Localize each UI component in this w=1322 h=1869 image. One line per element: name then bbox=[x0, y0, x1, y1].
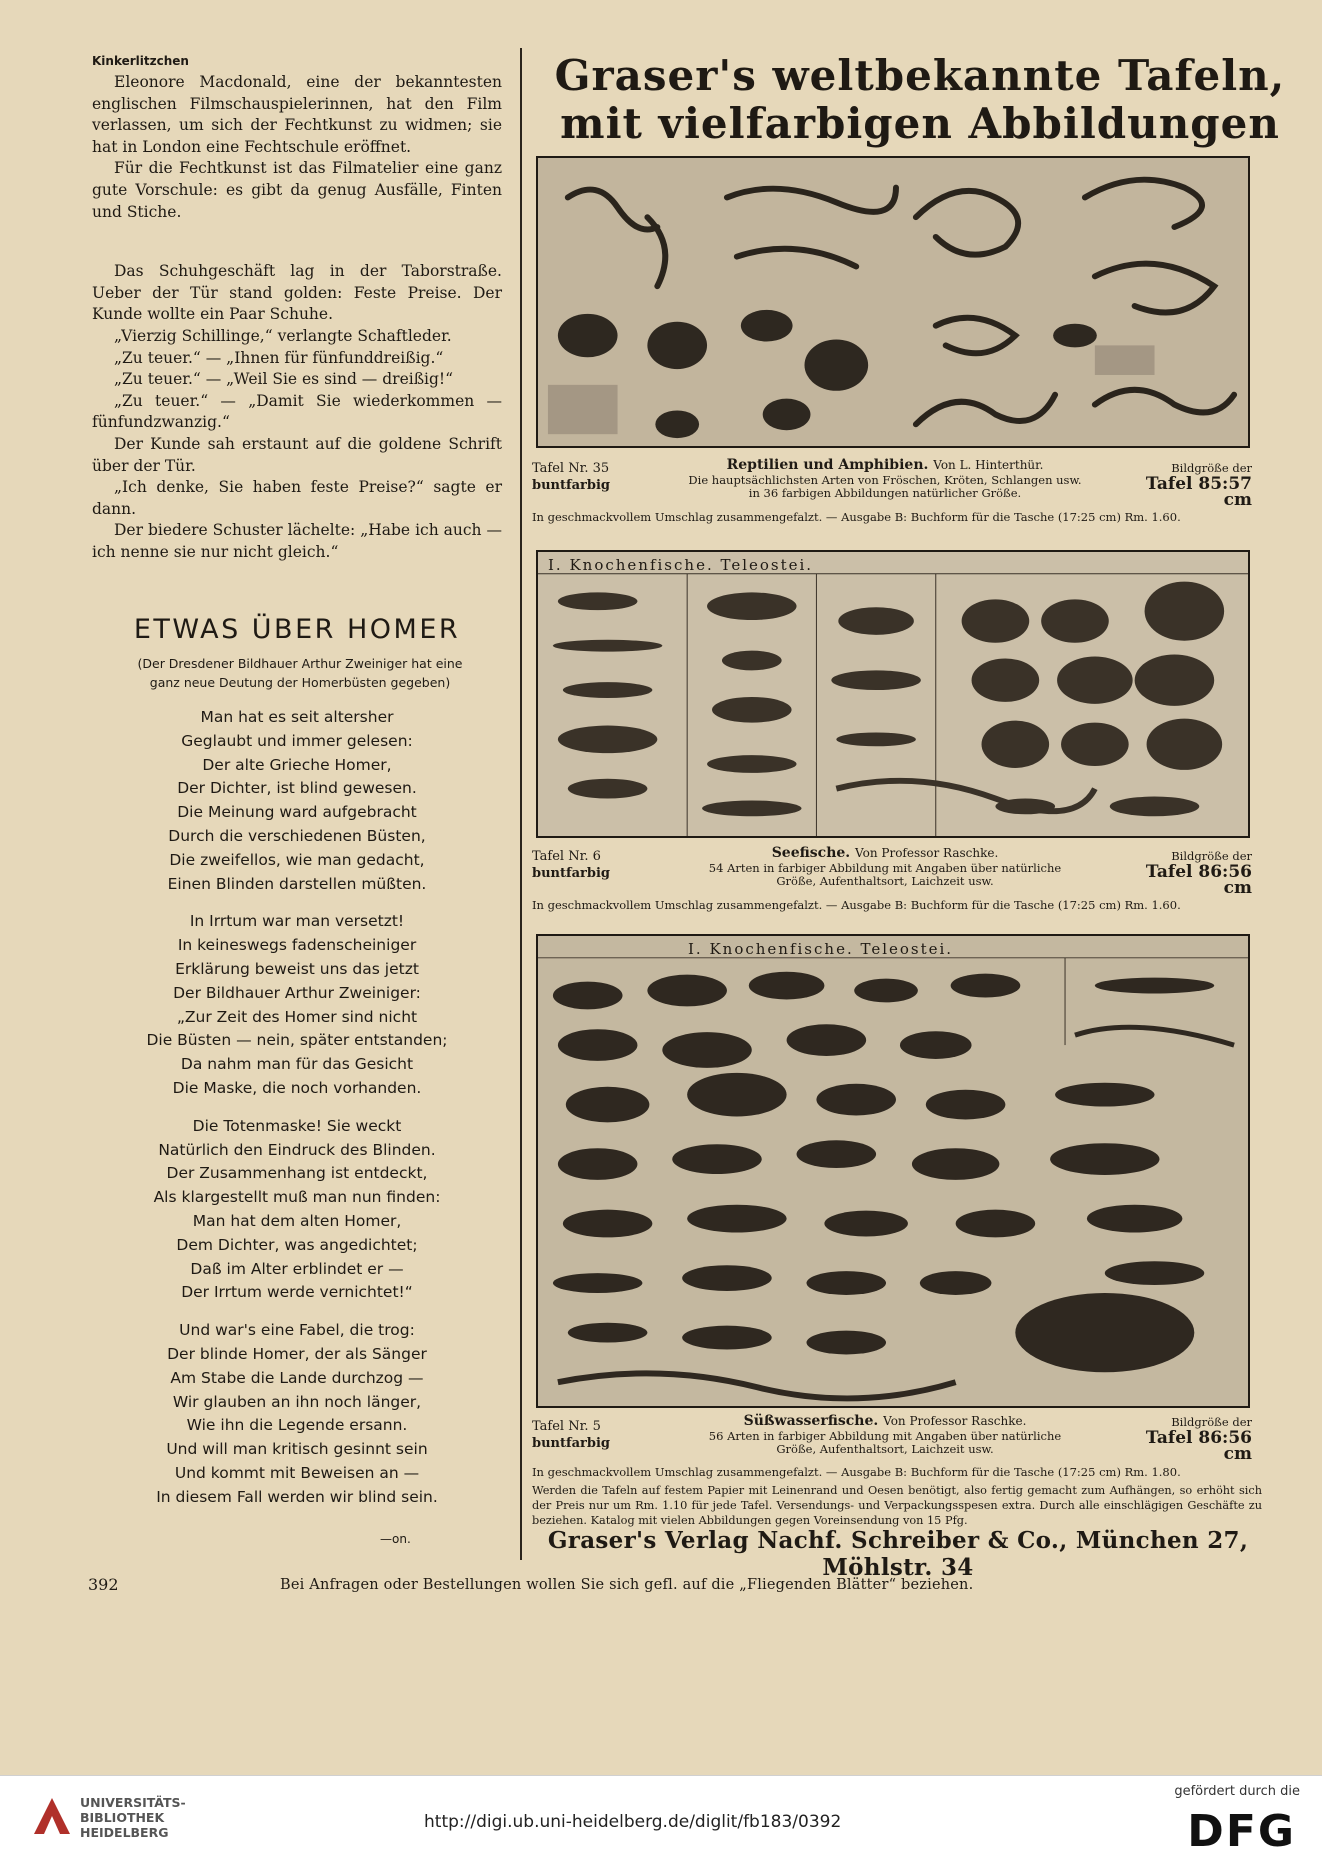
poem-line: Die Meinung ward aufgebracht bbox=[177, 803, 417, 822]
left-column bbox=[92, 54, 502, 563]
poem-line: Natürlich den Eindruck des Blinden. bbox=[158, 1140, 436, 1159]
poem-line: Die zweifellos, wie man gedacht, bbox=[169, 850, 425, 869]
plate-2-tafel-label bbox=[532, 848, 610, 882]
ad-title-line-2: mit vielfarbigen Abbildungen bbox=[560, 99, 1280, 148]
plate-3-kind: buntfarbig bbox=[532, 1436, 610, 1451]
reptiles-illustration bbox=[538, 158, 1248, 446]
plate-3-name: Süßwasserfische. bbox=[743, 1413, 879, 1429]
kinkerlitzchen-heading: Kinkerlitzchen bbox=[92, 54, 189, 68]
plate-2-name: Seefische. bbox=[771, 845, 851, 861]
plate-2-tafel: Tafel Nr. 6 bbox=[532, 849, 601, 864]
poem-line: Dem Dichter, was angedichtet; bbox=[176, 1235, 418, 1254]
plate-3-size bbox=[1120, 1414, 1252, 1462]
shoe-paragraph-3: „Zu teuer.“ — „Ihnen für fünfunddreißig.“ bbox=[114, 348, 444, 367]
plate-3-desc-1: 56 Arten in farbiger Abbildung mit Angaben über natürliche bbox=[708, 1429, 1062, 1443]
plate-2-size-label: Bildgröße der bbox=[1171, 849, 1252, 863]
poem-line: Geglaubt und immer gelesen: bbox=[181, 731, 413, 750]
poem-line: Durch die verschiedenen Büsten, bbox=[168, 826, 426, 845]
plate-1-size-label: Bildgröße der bbox=[1171, 461, 1252, 475]
plate-2-caption bbox=[650, 845, 1120, 888]
plate-3-author: Von Professor Raschke. bbox=[883, 1414, 1027, 1428]
plate-1-caption bbox=[650, 457, 1120, 500]
poem-line: Daß im Alter erblindet er — bbox=[190, 1259, 404, 1278]
plate-3-tafel-label bbox=[532, 1418, 610, 1452]
poem-line: Der Bildhauer Arthur Zweiniger: bbox=[173, 983, 421, 1002]
dfg-logo: DFG bbox=[1187, 1806, 1296, 1857]
poem-line: Als klargestellt muß man nun finden: bbox=[153, 1188, 441, 1207]
page-number: 392 bbox=[88, 1575, 119, 1594]
permalink-url[interactable]: http://digi.ub.uni-heidelberg.de/diglit/fb183/0392 bbox=[424, 1812, 842, 1832]
poem-line: Die Maske, die noch vorhanden. bbox=[172, 1078, 422, 1097]
homer-title: ETWAS ÜBER HOMER bbox=[133, 614, 461, 645]
poem-line: „Zur Zeit des Homer sind nicht bbox=[176, 1007, 418, 1026]
plate-2-footer: In geschmackvollem Umschlag zusammengefalzt. — Ausgabe B: Buchform für die Tasche (17:25 cm) Rm. 1.60. bbox=[532, 898, 1181, 912]
homer-poem bbox=[92, 706, 502, 1524]
plate-1-desc-2: in 36 farbigen Abbildungen natürlicher Größe. bbox=[748, 486, 1022, 500]
ad-title-line-1: Graser's weltbekannte Tafeln, bbox=[554, 51, 1286, 100]
shoe-paragraph-5: „Zu teuer.“ — „Damit Sie wiederkommen — fünfundzwanzig.“ bbox=[92, 391, 502, 432]
kinkerlitzchen-paragraph-2: Für die Fechtkunst ist das Filmatelier eine ganz gute Vorschule: es gibt da genug Ausfälle, Finten und Stiche. bbox=[92, 159, 502, 221]
column-divider bbox=[520, 48, 522, 1560]
plate-3-heading: I. Knochenfische. Teleostei. bbox=[688, 940, 954, 958]
poem-stanza bbox=[92, 1319, 502, 1509]
freshwater-illustration bbox=[538, 936, 1248, 1406]
poem-line: In diesem Fall werden wir blind sein. bbox=[156, 1487, 438, 1506]
poem-line: Wir glauben an ihn noch länger, bbox=[172, 1392, 422, 1411]
inquiry-line: Bei Anfragen oder Bestellungen wollen Sie sich gefl. auf die „Fliegenden Blätter“ beziehen. bbox=[280, 1577, 974, 1593]
poem-line: Und kommt mit Beweisen an — bbox=[174, 1463, 420, 1482]
library-name-line-1: UNIVERSITÄTS- bbox=[80, 1795, 186, 1810]
plate-3-caption bbox=[650, 1413, 1120, 1456]
plate-1-tafel-label bbox=[532, 460, 610, 494]
poem-line: Die Totenmaske! Sie weckt bbox=[192, 1116, 402, 1135]
poem-line: Wie ihn die Legende ersann. bbox=[186, 1416, 408, 1435]
plate-1-kind: buntfarbig bbox=[532, 478, 610, 493]
seafish-illustration bbox=[538, 552, 1248, 836]
shoe-paragraph-7: „Ich denke, Sie haben feste Preise?“ sagte er dann. bbox=[92, 478, 502, 518]
poem-line: Am Stabe die Lande durchzog — bbox=[170, 1368, 424, 1387]
plate-reptiles-image bbox=[536, 156, 1250, 448]
plate-3-size-label: Bildgröße der bbox=[1171, 1415, 1252, 1429]
poem-stanza bbox=[92, 910, 502, 1100]
plate-1-tafel: Tafel Nr. 35 bbox=[532, 461, 610, 476]
plate-2-size-value: Tafel 86:56 cm bbox=[1145, 862, 1252, 898]
library-name bbox=[80, 1795, 186, 1840]
poem-line: Der Irrtum werde vernichtet!“ bbox=[181, 1283, 413, 1302]
plate-seafish-image bbox=[536, 550, 1250, 838]
viewer-footer bbox=[0, 1775, 1322, 1869]
ad-title bbox=[540, 52, 1300, 148]
poem-author: —on. bbox=[380, 1532, 411, 1546]
plate-1-size-value: Tafel 85:57 cm bbox=[1145, 474, 1252, 510]
homer-subtitle bbox=[100, 654, 500, 692]
plate-2-kind: buntfarbig bbox=[532, 866, 610, 881]
plate-2-desc-1: 54 Arten in farbiger Abbildung mit Angaben über natürliche bbox=[708, 861, 1062, 875]
plate-3-desc-2: Größe, Aufenthaltsort, Laichzeit usw. bbox=[776, 1442, 994, 1456]
shoe-paragraph-2: „Vierzig Schillinge,“ verlangte Schaftleder. bbox=[114, 326, 452, 345]
university-library-logo-icon bbox=[30, 1794, 74, 1838]
homer-subtitle-line-1: (Der Dresdener Bildhauer Arthur Zweiniger hat eine bbox=[137, 656, 463, 671]
plate-1-footer: In geschmackvollem Umschlag zusammengefalzt. — Ausgabe B: Buchform für die Tasche (17:25 cm) Rm. 1.60. bbox=[532, 510, 1181, 524]
poem-line: Man hat es seit altersher bbox=[200, 708, 394, 726]
plate-1-name: Reptilien und Amphibien. bbox=[726, 457, 929, 473]
plate-1-author: Von L. Hinterthür. bbox=[933, 458, 1044, 472]
poem-stanza bbox=[92, 1115, 502, 1305]
shoe-paragraph-6: Der Kunde sah erstaunt auf die goldene Schrift über der Tür. bbox=[92, 434, 502, 475]
poem-line: Der blinde Homer, der als Sänger bbox=[167, 1344, 427, 1363]
poem-line: In Irrtum war man versetzt! bbox=[189, 912, 405, 931]
plate-2-size bbox=[1120, 848, 1252, 896]
library-name-line-3: HEIDELBERG bbox=[80, 1825, 169, 1840]
poem-stanza bbox=[92, 706, 502, 896]
plate-3-footer: In geschmackvollem Umschlag zusammengefalzt. — Ausgabe B: Buchform für die Tasche (17:25 cm) Rm. 1.80. bbox=[532, 1465, 1181, 1479]
shoe-paragraph-8: Der biedere Schuster lächelte: „Habe ich auch — ich nenne sie nur nicht gleich.“ bbox=[92, 521, 502, 561]
plate-1-size bbox=[1120, 460, 1252, 508]
funding-label: gefördert durch die bbox=[1174, 1784, 1300, 1799]
poem-line: Erklärung beweist uns das jetzt bbox=[175, 959, 419, 978]
homer-subtitle-line-2: ganz neue Deutung der Homerbüsten gegeben) bbox=[149, 675, 451, 690]
poem-line: Und war's eine Fabel, die trog: bbox=[179, 1321, 415, 1340]
plate-2-author: Von Professor Raschke. bbox=[855, 846, 999, 860]
poem-line: Die Büsten — nein, später entstanden; bbox=[146, 1031, 448, 1050]
shoe-paragraph-1: Das Schuhgeschäft lag in der Taborstraße. Ueber der Tür stand golden: Feste Preise. Der Kunde wollte ein Paar Schuhe. bbox=[92, 262, 502, 324]
library-name-line-2: BIBLIOTHEK bbox=[80, 1810, 165, 1825]
poem-line: Der Zusammenhang ist entdeckt, bbox=[166, 1164, 428, 1183]
kinkerlitzchen-paragraph-1: Eleonore Macdonald, eine der bekanntesten englischen Filmschauspielerinnen, hat den Film verlassen, um sich der Fechtkunst zu widmen; sie hat in London eine Fechtschule eröffnet. bbox=[92, 73, 502, 156]
plate-3-tafel: Tafel Nr. 5 bbox=[532, 1419, 601, 1434]
poem-line: Der Dichter, ist blind gewesen. bbox=[177, 779, 417, 798]
plate-1-desc-1: Die hauptsächlichsten Arten von Fröschen, Kröten, Schlangen usw. bbox=[688, 473, 1082, 487]
publisher-line: Graser's Verlag Nachf. Schreiber & Co., München 27, Möhlstr. 34 bbox=[547, 1527, 1249, 1581]
poem-line: Einen Blinden darstellen müßten. bbox=[167, 874, 427, 893]
ad-note: Werden die Tafeln auf festem Papier mit Leinenrand und Oesen benötigt, also fertig gemacht zum Aufhängen, so erhöht sich der Preis nur um Rm. 1.10 für jede Tafel. Versendungs- und Verpackungsspesen extra. Durch alle einschlägigen Geschäfte zu beziehen. Katalog mit vielen Abbildungen gegen Voreinsendung von 15 Pfg. bbox=[532, 1484, 1262, 1527]
plate-2-desc-2: Größe, Aufenthaltsort, Laichzeit usw. bbox=[776, 874, 994, 888]
poem-line: Der alte Grieche Homer, bbox=[202, 755, 392, 774]
shoe-paragraph-4: „Zu teuer.“ — „Weil Sie es sind — dreißig!“ bbox=[114, 370, 454, 389]
poem-line: In keineswegs fadenscheiniger bbox=[177, 936, 417, 955]
plate-2-heading: I. Knochenfische. Teleostei. bbox=[548, 556, 814, 574]
poem-line: Und will man kritisch gesinnt sein bbox=[166, 1440, 428, 1459]
plate-freshwater-image bbox=[536, 934, 1250, 1408]
plate-3-size-value: Tafel 86:56 cm bbox=[1145, 1428, 1252, 1464]
poem-line: Man hat dem alten Homer, bbox=[192, 1211, 402, 1230]
poem-line: Da nahm man für das Gesicht bbox=[180, 1055, 414, 1074]
